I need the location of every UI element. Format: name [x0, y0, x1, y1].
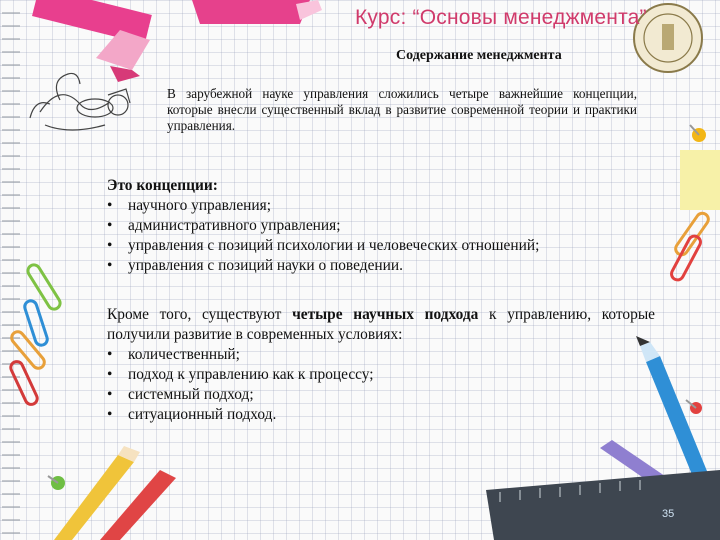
red-pushpin-icon [686, 400, 702, 414]
paperclip-cluster-icon [9, 263, 62, 407]
lead-bold-text: четыре научных подхода [292, 306, 479, 323]
bullet: • [107, 217, 113, 234]
slide-title: Содержание менеджмента [396, 48, 562, 63]
list-item [107, 236, 655, 256]
list-item-text: административного управления; [128, 217, 341, 234]
list-item [107, 196, 655, 216]
list-item-text: количественный; [128, 346, 240, 363]
list-item-text: управления с позиций науки о поведении. [128, 257, 403, 274]
bullet: • [107, 346, 113, 363]
lead-text-end: к управлению, которые получили развитие в современных условиях: [107, 306, 655, 343]
bullet: • [107, 197, 113, 214]
page-number: 35 [662, 508, 675, 520]
vintage-engraving-illustration [30, 73, 130, 130]
bullet: • [107, 386, 113, 403]
list-item [107, 405, 655, 425]
list-item [107, 256, 655, 276]
bullet: • [107, 237, 113, 254]
concepts-list [107, 196, 655, 276]
list-item-text: управления с позиций психологии и человеческих отношений; [128, 237, 540, 254]
list-item-text: подход к управлению как к процессу; [128, 366, 374, 383]
concepts-section [107, 176, 655, 276]
pink-marker-icon [192, 0, 322, 24]
pink-highlighter-icon [32, 0, 152, 82]
yellow-pushpin-icon [690, 125, 706, 142]
list-item [107, 365, 655, 385]
ruler-icon [486, 470, 720, 540]
sticky-note-icon [680, 150, 720, 210]
list-item [107, 385, 655, 405]
bullet: • [107, 406, 113, 423]
approaches-section [107, 305, 655, 425]
list-item-text: научного управления; [128, 197, 271, 214]
green-pushpin-icon [48, 476, 65, 490]
concepts-heading: Это концепции: [107, 177, 218, 194]
list-item-text: ситуационный подход. [128, 406, 277, 423]
list-item [107, 216, 655, 236]
list-item-text: системный подход; [128, 386, 254, 403]
paperclip-icon [669, 211, 710, 282]
list-item [107, 345, 655, 365]
approaches-list [107, 345, 655, 425]
bullet: • [107, 257, 113, 274]
intro-paragraph: В зарубежной науке управления сложились четыре важнейшие концепции, которые внесли существенный вклад в развитие современной теории и практики управления. [167, 86, 637, 133]
course-title: Курс: “Основы менеджмента” [355, 6, 647, 29]
bullet: • [107, 366, 113, 383]
approaches-lead [107, 305, 655, 345]
lead-text: Кроме того, существуют [107, 306, 293, 323]
